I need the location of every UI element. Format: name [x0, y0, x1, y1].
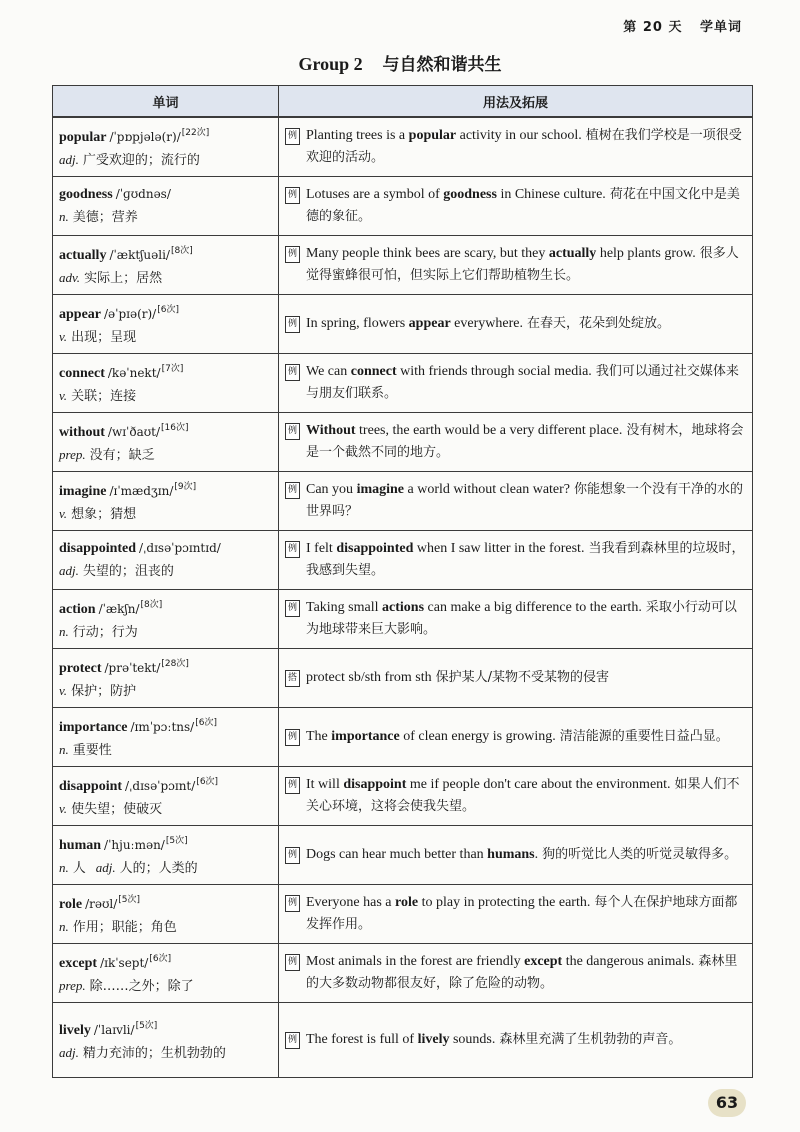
- headword: action: [59, 602, 96, 617]
- example: [285, 597, 746, 641]
- example-chinese: 植树在我们学校是一项很受欢迎的活动。: [306, 128, 742, 165]
- table-row: [53, 885, 753, 944]
- example: [285, 951, 746, 995]
- table-row: [53, 236, 753, 295]
- headword: actually: [59, 248, 107, 263]
- example-post: of clean energy is growing.: [399, 729, 556, 744]
- example-keyword: importance: [331, 729, 400, 744]
- headword-line: [59, 417, 272, 444]
- example-english: [306, 541, 584, 556]
- usage-cell: [279, 295, 753, 354]
- example-pre: Planting trees is a: [306, 128, 409, 143]
- headword: disappoint: [59, 779, 123, 794]
- usage-cell: [279, 590, 753, 649]
- meaning: 重要性: [72, 743, 112, 758]
- example-text: [306, 667, 746, 689]
- phonetic: /ˈækʃn/: [98, 602, 140, 616]
- frequency-count: [22次]: [181, 128, 210, 138]
- vocabulary-table: [52, 85, 753, 1078]
- example: [285, 774, 746, 818]
- headword: human: [59, 838, 102, 853]
- frequency-count: [6次]: [149, 954, 172, 964]
- table-row: [53, 708, 753, 767]
- phonetic: /ɪmˈpɔːtns/: [130, 720, 195, 734]
- part-of-speech: adv.: [59, 270, 81, 285]
- word-cell: [53, 236, 279, 295]
- example-keyword: popular: [408, 128, 457, 143]
- headword: lively: [59, 1023, 91, 1038]
- definition-line: [59, 206, 272, 229]
- example-chinese: 狗的听觉比人类的听觉灵敏得多。: [542, 847, 738, 862]
- example-post: when I saw litter in the forest.: [413, 541, 585, 556]
- usage-cell: [279, 708, 753, 767]
- example-english: [306, 482, 570, 497]
- example-chinese: 如果人们不关心环境，这将会使我失望。: [306, 777, 740, 814]
- usage-cell: [279, 826, 753, 885]
- example-text: [306, 538, 746, 582]
- table-row: [53, 531, 753, 590]
- example-pre: protect sb/sth from sth: [306, 670, 432, 685]
- phonetic: /ˌdɪsəˈpɔɪntɪd/: [139, 541, 221, 555]
- theme-label: 与自然和谐共生: [382, 55, 502, 75]
- table-header-row: [53, 86, 753, 118]
- definition-line: [59, 326, 272, 349]
- example-chinese: 荷花在中国文化中是美德的象征。: [306, 187, 740, 224]
- usage-cell: [279, 649, 753, 708]
- definition-line: [59, 621, 272, 644]
- example-tag-icon: 例: [285, 316, 300, 333]
- usage-cell: [279, 885, 753, 944]
- page-number: 63: [708, 1089, 746, 1117]
- example-text: [306, 774, 746, 818]
- example-pre: Most animals in the forest are friendly: [306, 954, 525, 969]
- example-post: help plants grow.: [596, 246, 696, 261]
- definition-line: [59, 916, 272, 939]
- table-row: [53, 1003, 753, 1078]
- word-cell: [53, 767, 279, 826]
- frequency-count: [8次]: [140, 600, 163, 610]
- definition-line: [59, 680, 272, 703]
- example: [285, 479, 746, 523]
- usage-cell: [279, 117, 753, 177]
- example-post: with friends through social media.: [396, 364, 592, 379]
- example-pre: I felt: [306, 541, 337, 556]
- example-tag-icon: 例: [285, 482, 300, 499]
- example-keyword: disappoint: [343, 777, 407, 792]
- running-head: [623, 16, 742, 35]
- frequency-count: [7次]: [161, 364, 184, 374]
- example: [285, 243, 746, 287]
- headword-line: [59, 537, 272, 560]
- definition-line: [59, 385, 272, 408]
- table-row: [53, 826, 753, 885]
- example-text: [306, 597, 746, 641]
- example-chinese: 在春天，花朵到处绽放。: [526, 316, 670, 331]
- example-english: [306, 1032, 495, 1047]
- phonetic: /kəˈnekt/: [107, 366, 161, 380]
- word-cell: [53, 531, 279, 590]
- example-tag-icon: 例: [285, 847, 300, 864]
- usage-cell: [279, 944, 753, 1003]
- example-tag-icon: 例: [285, 777, 300, 794]
- phonetic: /ɪˈmædʒɪn/: [109, 484, 174, 498]
- meaning: 除……之外；除了: [89, 979, 194, 994]
- meaning: 失望的；沮丧的: [82, 564, 174, 579]
- example-tag-icon: 例: [285, 895, 300, 912]
- headword: role: [59, 897, 83, 912]
- usage-cell: [279, 531, 753, 590]
- part-of-speech: n.: [59, 742, 69, 757]
- part-of-speech: n.: [59, 209, 69, 224]
- usage-cell: [279, 236, 753, 295]
- example-keyword: role: [395, 895, 419, 910]
- example-post: trees, the earth would be a very different place.: [355, 423, 623, 438]
- part-of-speech: v.: [59, 801, 68, 816]
- headword-line: [59, 122, 272, 149]
- example-english: [306, 777, 671, 792]
- example-text: [306, 243, 746, 287]
- headword-line: [59, 594, 272, 621]
- example-chinese: 很多人觉得蜜蜂很可怕，但实际上它们帮助植物生长。: [306, 246, 739, 283]
- example-keyword: imagine: [356, 482, 405, 497]
- example: [285, 667, 746, 689]
- example-keyword: humans: [487, 847, 535, 862]
- example-tag-icon: 例: [285, 423, 300, 440]
- definition-line: [59, 798, 272, 821]
- section-label: 学单词: [699, 20, 742, 35]
- meaning: 精力充沛的；生机勃勃的: [82, 1046, 226, 1061]
- phonetic: /wɪˈðaʊt/: [107, 425, 161, 439]
- example: [285, 420, 746, 464]
- example-post: a world without clean water?: [404, 482, 571, 497]
- example-keyword: actions: [382, 600, 425, 615]
- example-keyword: disappointed: [336, 541, 414, 556]
- example-english: [306, 246, 696, 261]
- frequency-count: [5次]: [165, 836, 188, 846]
- example-pre: Lotuses are a symbol of: [306, 187, 444, 202]
- meaning: 保护；防护: [71, 684, 137, 699]
- part-of-speech: n.: [59, 624, 69, 639]
- meaning: 使失望；使破灭: [71, 802, 163, 817]
- day-label: 第 20 天: [623, 20, 683, 35]
- table-row: [53, 295, 753, 354]
- example-post: .: [534, 847, 539, 862]
- example-keyword: actually: [548, 246, 597, 261]
- example-chinese: 清洁能源的重要性日益凸显。: [559, 729, 729, 744]
- example-keyword: lively: [417, 1032, 450, 1047]
- example-tag-icon: 例: [285, 364, 300, 381]
- example: [285, 892, 746, 936]
- usage-cell: [279, 354, 753, 413]
- part-of-speech-2: adj.: [95, 860, 116, 875]
- table-row: [53, 590, 753, 649]
- example-pre: We can: [306, 364, 351, 379]
- example-text: [306, 844, 746, 866]
- example-tag-icon: 搭: [285, 670, 300, 687]
- example-english: [306, 600, 642, 615]
- headword: appear: [59, 307, 101, 322]
- example-tag-icon: 例: [285, 954, 300, 971]
- frequency-count: [9次]: [174, 482, 197, 492]
- word-cell: [53, 472, 279, 531]
- example-pre: In spring, flowers: [306, 316, 409, 331]
- frequency-count: [28次]: [161, 659, 189, 669]
- word-cell: [53, 1003, 279, 1078]
- headword: connect: [59, 366, 105, 381]
- meaning: 出现；呈现: [71, 330, 137, 345]
- meaning-2: 人的；人类的: [119, 861, 198, 876]
- definition-line: [59, 444, 272, 467]
- table-row: [53, 472, 753, 531]
- example-text: [306, 420, 746, 464]
- part-of-speech: v.: [59, 683, 68, 698]
- table-row: [53, 354, 753, 413]
- word-cell: [53, 885, 279, 944]
- usage-cell: [279, 1003, 753, 1078]
- definition-line: [59, 739, 272, 762]
- meaning: 实际上；居然: [84, 271, 163, 286]
- headword: importance: [59, 720, 128, 735]
- headword-line: [59, 889, 272, 916]
- example-pre: The: [306, 729, 332, 744]
- headword: protect: [59, 661, 102, 676]
- example-chinese: 你能想象一个没有干净的水的世界吗？: [306, 482, 744, 519]
- headword-line: [59, 240, 272, 267]
- headword-line: [59, 653, 272, 680]
- example-pre: Can you: [306, 482, 357, 497]
- part-of-speech: prep.: [59, 447, 86, 462]
- word-cell: [53, 590, 279, 649]
- usage-cell: [279, 472, 753, 531]
- meaning: 人: [72, 861, 86, 876]
- part-of-speech: prep.: [59, 978, 86, 993]
- page-title: [0, 50, 800, 75]
- headword: goodness: [59, 187, 113, 202]
- example-keyword: appear: [408, 316, 451, 331]
- example-english: [306, 364, 592, 379]
- example-english: [306, 670, 432, 685]
- part-of-speech: adj.: [59, 152, 79, 167]
- example: [285, 844, 746, 866]
- phonetic: /ˈæktʃuəli/: [109, 248, 170, 262]
- word-cell: [53, 826, 279, 885]
- example-pre: Everyone has a: [306, 895, 396, 910]
- example-english: [306, 187, 606, 202]
- headword: without: [59, 425, 105, 440]
- phonetic: /ɪkˈsept/: [100, 956, 149, 970]
- word-cell: [53, 708, 279, 767]
- example-text: [306, 726, 746, 748]
- part-of-speech: v.: [59, 388, 68, 403]
- definition-line: [59, 503, 272, 526]
- headword: disappointed: [59, 541, 137, 556]
- example: [285, 361, 746, 405]
- example-post: activity in our school.: [456, 128, 582, 143]
- headword-line: [59, 830, 272, 857]
- meaning: 作用；职能；角色: [72, 920, 177, 935]
- example: [285, 184, 746, 228]
- example-chinese: 森林里的大多数动物都很友好，除了危险的动物。: [306, 954, 738, 991]
- header-word: 单词: [53, 86, 279, 118]
- definition-line: [59, 267, 272, 290]
- part-of-speech: adj.: [59, 563, 79, 578]
- example-text: [306, 184, 746, 228]
- example-tag-icon: 例: [285, 246, 300, 263]
- word-cell: [53, 295, 279, 354]
- example-chinese: 保护某人/某物不受某物的侵害: [435, 670, 609, 685]
- table-body: [53, 117, 753, 1078]
- word-cell: [53, 944, 279, 1003]
- example-post: everywhere.: [450, 316, 523, 331]
- example-text: [306, 479, 746, 523]
- example-english: [306, 895, 590, 910]
- headword-line: [59, 476, 272, 503]
- meaning: 行动；行为: [72, 625, 138, 640]
- example-tag-icon: 例: [285, 600, 300, 617]
- example-text: [306, 313, 746, 335]
- meaning: 关联；连接: [71, 389, 137, 404]
- frequency-count: [8次]: [170, 246, 193, 256]
- table-row: [53, 649, 753, 708]
- table-row: [53, 117, 753, 177]
- headword: except: [59, 956, 98, 971]
- example: [285, 313, 746, 335]
- example-post: in Chinese culture.: [496, 187, 606, 202]
- example-text: [306, 951, 746, 995]
- phonetic: /ˌdɪsəˈpɔɪnt/: [125, 779, 196, 793]
- example-post: me if people don't care about the environment.: [406, 777, 671, 792]
- word-cell: [53, 177, 279, 236]
- example-chinese: 每个人在保护地球方面都发挥作用。: [306, 895, 738, 932]
- example-keyword: Without: [306, 423, 356, 438]
- example-pre: Taking small: [306, 600, 383, 615]
- usage-cell: [279, 767, 753, 826]
- example-english: [306, 729, 556, 744]
- example-english: [306, 423, 622, 438]
- part-of-speech: n.: [59, 860, 69, 875]
- definition-line: [59, 560, 272, 583]
- example-tag-icon: 例: [285, 187, 300, 204]
- part-of-speech: v.: [59, 506, 68, 521]
- example-tag-icon: 例: [285, 541, 300, 558]
- example-english: [306, 954, 694, 969]
- example-post: the dangerous animals.: [562, 954, 695, 969]
- headword: imagine: [59, 484, 107, 499]
- example-pre: Many people think bees are scary, but they: [306, 246, 549, 261]
- example: [285, 726, 746, 748]
- example-chinese: 采取小行动可以为地球带来巨大影响。: [306, 600, 737, 637]
- part-of-speech: adj.: [59, 1045, 79, 1060]
- headword-line: [59, 1015, 272, 1042]
- example: [285, 1029, 746, 1051]
- usage-cell: [279, 177, 753, 236]
- headword-line: [59, 299, 272, 326]
- definition-line: [59, 975, 272, 998]
- example-pre: The forest is full of: [306, 1032, 418, 1047]
- headword-line: [59, 183, 272, 206]
- example-chinese: 我们可以通过社交媒体来与朋友们联系。: [306, 364, 739, 401]
- definition-line: [59, 857, 272, 880]
- word-cell: [53, 117, 279, 177]
- headword-line: [59, 771, 272, 798]
- example-pre: Dogs can hear much better than: [306, 847, 488, 862]
- example-post: to play in protecting the earth.: [418, 895, 591, 910]
- part-of-speech: v.: [59, 329, 68, 344]
- example-chinese: 森林里充满了生机勃勃的声音。: [499, 1032, 682, 1047]
- frequency-count: [5次]: [118, 895, 141, 905]
- example-post: can make a big difference to the earth.: [424, 600, 642, 615]
- example-chinese: 当我看到森林里的垃圾时，我感到失望。: [306, 541, 745, 578]
- meaning: 想象；猜想: [71, 507, 137, 522]
- table-row: [53, 177, 753, 236]
- header-usage: 用法及拓展: [279, 86, 753, 118]
- table-row: [53, 767, 753, 826]
- example-text: [306, 892, 746, 936]
- word-cell: [53, 649, 279, 708]
- table-row: [53, 944, 753, 1003]
- example-english: [306, 847, 538, 862]
- meaning: 没有；缺乏: [89, 448, 155, 463]
- example-english: [306, 316, 523, 331]
- meaning: 广受欢迎的；流行的: [82, 153, 200, 168]
- part-of-speech: n.: [59, 919, 69, 934]
- example-keyword: connect: [350, 364, 397, 379]
- phonetic: /prəˈtekt/: [104, 661, 161, 675]
- example: [285, 125, 746, 169]
- frequency-count: [6次]: [195, 718, 217, 728]
- definition-line: [59, 1042, 272, 1065]
- word-cell: [53, 354, 279, 413]
- word-cell: [53, 413, 279, 472]
- phonetic: /ˈhjuːmən/: [104, 838, 165, 852]
- frequency-count: [5次]: [135, 1021, 158, 1031]
- headword: popular: [59, 130, 107, 145]
- example-tag-icon: 例: [285, 729, 300, 746]
- example-tag-icon: 例: [285, 128, 300, 145]
- headword-line: [59, 712, 272, 739]
- example-chinese: 没有树木，地球将会是一个截然不同的地方。: [306, 423, 744, 460]
- headword-line: [59, 358, 272, 385]
- example-english: [306, 128, 582, 143]
- usage-cell: [279, 413, 753, 472]
- example-tag-icon: 例: [285, 1032, 300, 1049]
- example-text: [306, 1029, 746, 1051]
- frequency-count: [6次]: [157, 305, 179, 315]
- example-post: sounds.: [449, 1032, 496, 1047]
- example-pre: It will: [306, 777, 344, 792]
- phonetic: /ˈɡʊdnəs/: [115, 187, 171, 201]
- meaning: 美德；营养: [72, 210, 138, 225]
- example: [285, 538, 746, 582]
- frequency-count: [16次]: [161, 423, 189, 433]
- phonetic: /ˈlaɪvli/: [93, 1023, 135, 1037]
- definition-line: [59, 149, 272, 172]
- phonetic: /əˈpɪə(r)/: [104, 307, 157, 321]
- phonetic: /ˈpɒpjələ(r)/: [109, 130, 181, 144]
- example-text: [306, 125, 746, 169]
- example-text: [306, 361, 746, 405]
- example-keyword: goodness: [443, 187, 497, 202]
- example-keyword: except: [524, 954, 563, 969]
- table-row: [53, 413, 753, 472]
- headword-line: [59, 948, 272, 975]
- phonetic: /rəʊl/: [85, 897, 118, 911]
- frequency-count: [6次]: [196, 777, 219, 787]
- group-label: Group 2: [298, 54, 363, 74]
